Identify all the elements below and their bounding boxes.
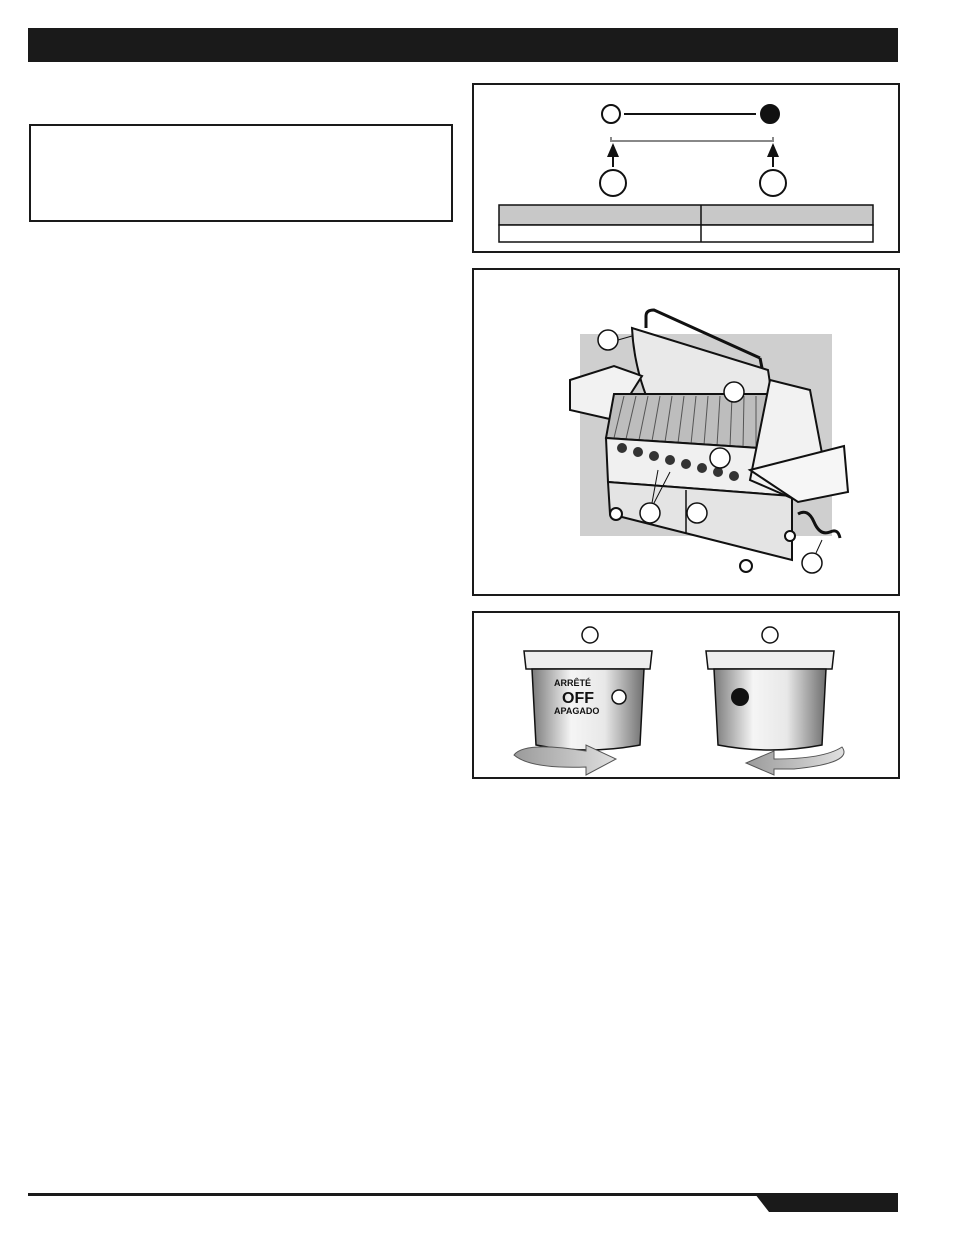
grill-illustration [474,270,898,594]
knob-cap-right [706,651,834,669]
on-indicator-icon [731,688,749,706]
table-header-row [499,205,873,225]
callout-circle-left [600,170,626,196]
knob-label-bottom: APAGADO [554,706,600,716]
figure-grill [472,268,900,596]
callout-knob-left [582,627,598,643]
figure-control-knobs [472,611,900,779]
callout-knob-right [762,627,778,643]
open-circle-marker [602,105,620,123]
footer-tab [755,1194,898,1212]
connection-diagram [474,85,898,251]
knob-off-position [514,627,652,775]
header-bar [28,28,898,62]
callout-circle-right [760,170,786,196]
knob-body-right [714,669,826,750]
arrowhead-right-icon [767,143,779,157]
wheel-right [785,531,795,541]
wheel-center [740,560,752,572]
note-box [29,124,453,222]
arrow-counterclockwise-icon [746,747,844,775]
callout-knobs [640,503,660,523]
filled-circle-marker [761,105,779,123]
callout-grate [724,382,744,402]
knob-diagram [474,613,898,777]
bracket [611,137,773,141]
off-indicator-icon [612,690,626,704]
callout-hose [802,553,822,573]
knob-on-position [706,627,844,775]
callout-cabinet [687,503,707,523]
arrowhead-left-icon [607,143,619,157]
table-body-row [499,225,873,242]
knob-label-top: ARRÊTÉ [554,678,592,688]
callout-panel [710,448,730,468]
callout-lid [598,330,618,350]
figure-connection-diagram [472,83,900,253]
knob-label-main: OFF [562,690,594,707]
wheel-left [610,508,622,520]
knob-cap-left [524,651,652,669]
